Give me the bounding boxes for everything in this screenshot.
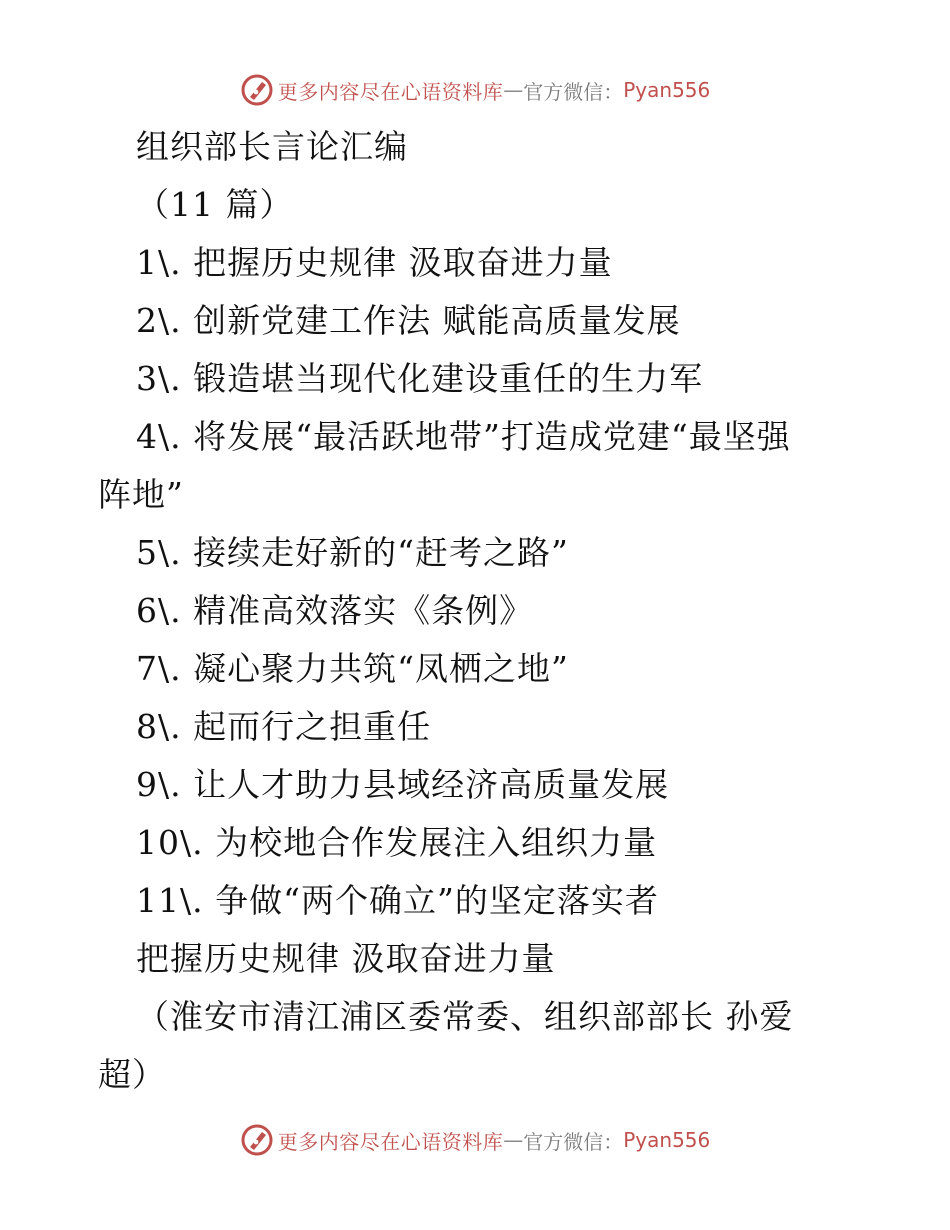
toc-item xyxy=(98,640,858,698)
toc-item-number: 6\. xyxy=(136,591,182,630)
watermark-official-label: 官方微信： xyxy=(523,79,624,104)
toc-item-number: 9\. xyxy=(136,765,182,804)
toc-item-text: 起而行之担重任 xyxy=(193,707,432,746)
watermark-footer xyxy=(0,1120,950,1160)
toc-item xyxy=(98,234,858,292)
toc-item-text: 创新党建工作法 赋能高质量发展 xyxy=(193,301,681,340)
toc-item-number: 11\. xyxy=(136,881,204,920)
pen-nib-circle-icon xyxy=(240,73,274,107)
watermark-dash: — xyxy=(503,78,524,102)
toc-item-text: 锻造堪当现代化建设重任的生力军 xyxy=(193,359,704,398)
toc-item xyxy=(98,814,858,872)
watermark-dash: — xyxy=(503,1128,524,1152)
document-body xyxy=(98,118,858,1104)
toc-item-number: 4\. xyxy=(136,417,182,456)
toc-item-number: 2\. xyxy=(136,301,182,340)
author-line: （淮安市清江浦区委常委、组织部部长 孙爱 xyxy=(136,997,794,1036)
toc-item-number: 10\. xyxy=(136,823,204,862)
toc-item-number: 5\. xyxy=(136,533,182,572)
toc-item-text: 争做“两个确立”的坚定落实者 xyxy=(215,881,659,920)
author-line-continuation: 超） xyxy=(98,1055,166,1094)
watermark-text: 更多内容尽在心语资料库 xyxy=(277,1129,504,1154)
pen-nib-circle-icon xyxy=(240,1123,274,1157)
watermark-header xyxy=(0,70,950,110)
watermark-text: 更多内容尽在心语资料库 xyxy=(277,79,504,104)
toc-item-number: 8\. xyxy=(136,707,182,746)
section-title: 把握历史规律 汲取奋进力量 xyxy=(136,939,556,978)
toc-item-text: 为校地合作发展注入组织力量 xyxy=(215,823,658,862)
watermark-wechat-id: Pyan556 xyxy=(623,1128,711,1152)
toc-item-continuation: 阵地” xyxy=(98,475,184,514)
watermark-official-label: 官方微信： xyxy=(523,1129,624,1154)
watermark-wechat-id: Pyan556 xyxy=(623,78,711,102)
document-title: 组织部长言论汇编 xyxy=(136,127,408,166)
toc-item xyxy=(98,350,858,408)
toc-item xyxy=(98,698,858,756)
toc-item-number: 7\. xyxy=(136,649,182,688)
toc-item xyxy=(98,408,858,466)
toc-item-number: 1\. xyxy=(136,243,182,282)
toc-item-text: 精准高效落实《条例》 xyxy=(193,591,534,630)
toc-item-text: 把握历史规律 汲取奋进力量 xyxy=(193,243,613,282)
toc-item-text: 凝心聚力共筑“凤栖之地” xyxy=(193,649,569,688)
toc-item xyxy=(98,756,858,814)
toc-item-text: 接续走好新的“赶考之路” xyxy=(193,533,569,572)
toc-item xyxy=(98,292,858,350)
toc-item xyxy=(98,872,858,930)
toc-item-text: 让人才助力县域经济高质量发展 xyxy=(193,765,670,804)
toc-item-text: 将发展“最活跃地带”打造成党建“最坚强 xyxy=(193,417,791,456)
toc-item xyxy=(98,582,858,640)
article-count: （11 篇） xyxy=(136,185,294,224)
toc-item xyxy=(98,524,858,582)
toc-item-number: 3\. xyxy=(136,359,182,398)
